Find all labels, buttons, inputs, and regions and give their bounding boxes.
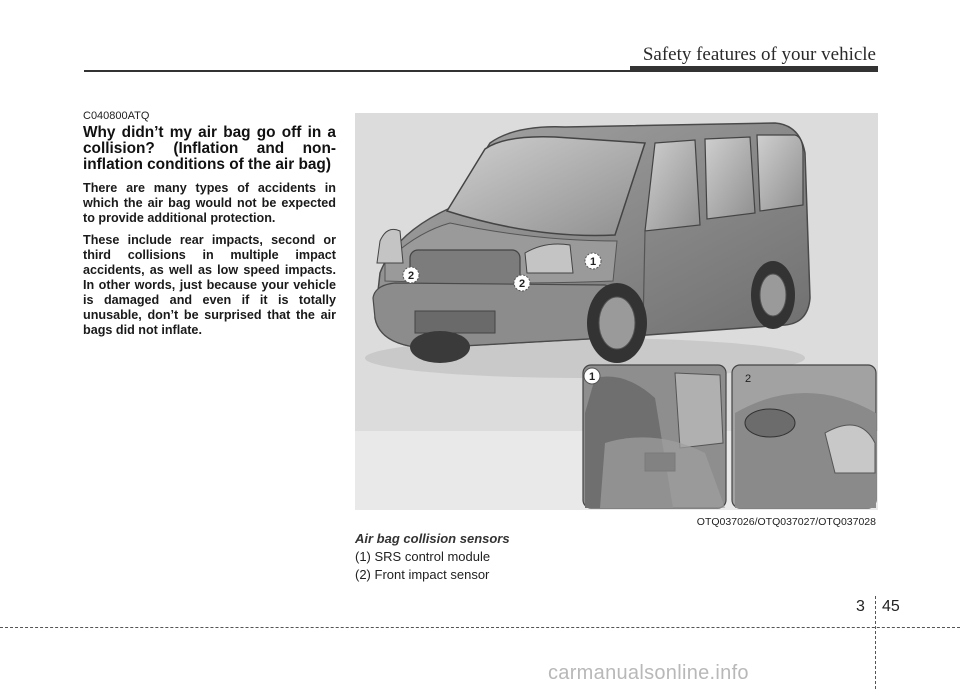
page-number: 45: [882, 598, 900, 615]
callout-2-left: 2: [407, 270, 415, 282]
inset-front-sensor: [732, 365, 876, 508]
van-drawing: [355, 113, 878, 510]
header-rule-accent: [630, 66, 878, 72]
figure-code: OTQ037026/OTQ037027/OTQ037028: [696, 516, 876, 528]
inset-callout-2: 2: [745, 373, 752, 385]
watermark: carmanualsonline.info: [548, 662, 749, 684]
paragraph: There are many types of accidents in which the air bag would not be expected to provide additional protection.: [83, 181, 336, 225]
figure-caption-title: Air bag collision sensors: [355, 531, 510, 546]
caption-item-front-sensor: (2) Front impact sensor: [355, 567, 490, 582]
inset-srs-module: [583, 365, 726, 508]
callout-1: 1: [589, 256, 597, 268]
paragraph: These include rear impacts, second or third collisions in multiple impact accidents, as well as low speed impacts. In other words, just because your vehicle is damaged and even if it is totally unusable, don’t be surprised that the air bags did not inflate.: [83, 233, 336, 337]
section-code: C040800ATQ: [83, 110, 150, 122]
callout-2-right: 2: [518, 278, 526, 290]
van-illustration: [355, 113, 878, 510]
chapter-number: 3: [856, 598, 865, 615]
running-header: Safety features of your vehicle: [642, 44, 876, 65]
page-separator: [875, 596, 876, 689]
header-rule: [84, 70, 630, 72]
text-column: [83, 110, 336, 345]
inset-callout-1: 1: [588, 371, 596, 383]
section-heading: Why didn’t my air bag go off in a collision? (Inflation and non-inflation conditions of the air bag): [83, 124, 336, 173]
caption-item-srs: (1) SRS control module: [355, 549, 491, 564]
footer-rule: [0, 627, 960, 628]
